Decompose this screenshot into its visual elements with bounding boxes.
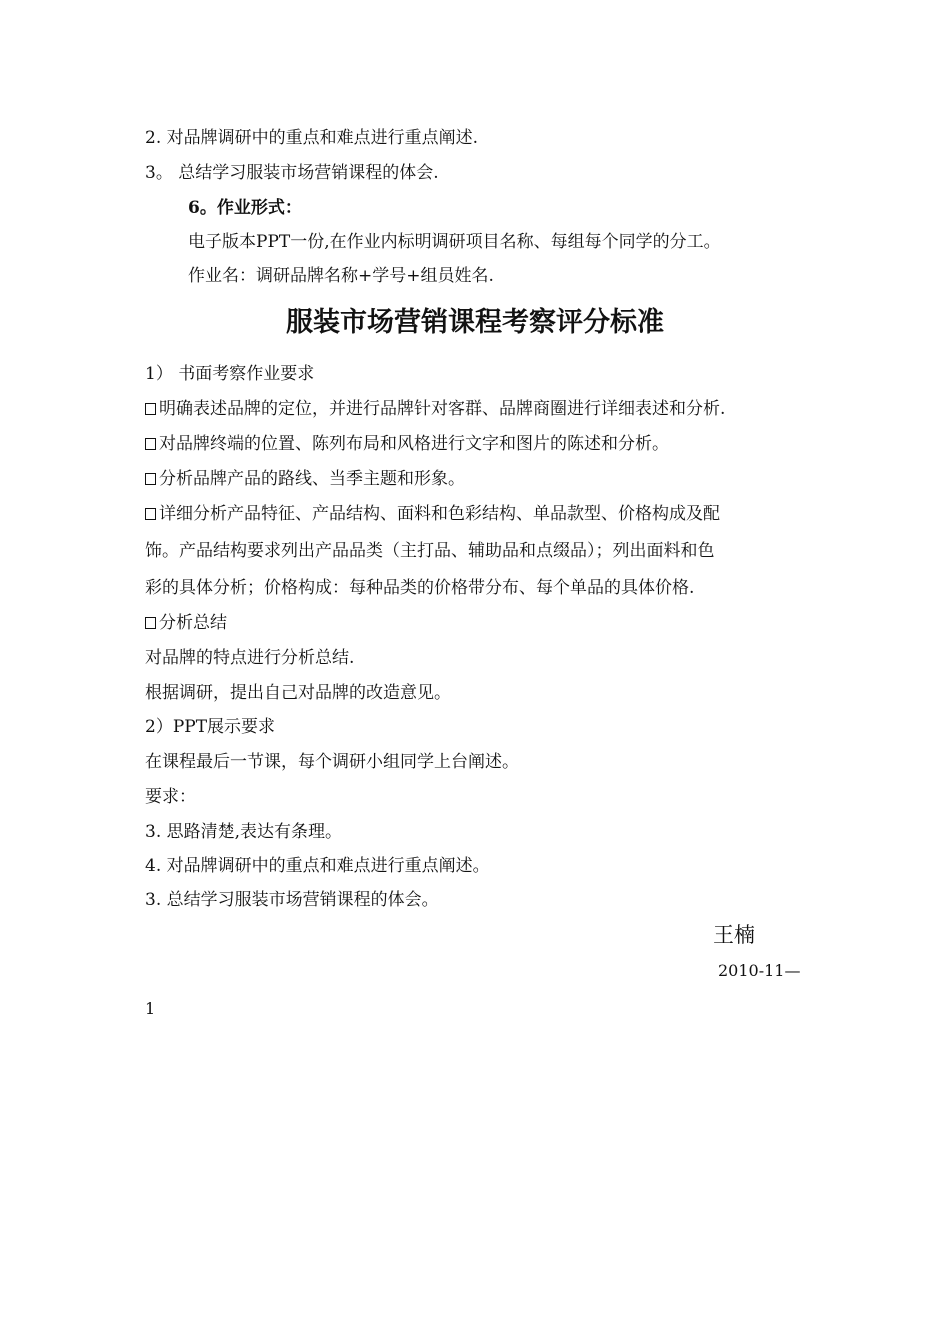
criteria-item-text: 详细分析产品特征、产品结构、面料和色彩结构、单品款型、价格构成及配 <box>159 504 720 524</box>
page-number: 1 <box>145 999 156 1018</box>
requirement-item-3: 3. 总结学习服装市场营销课程的体会。 <box>145 890 439 910</box>
criteria-item-4-continuation-2: 彩的具体分析；价格构成：每种品类的价格带分布、每个单品的具体价格. <box>145 578 695 598</box>
criteria-item-summary <box>145 612 227 634</box>
assignment-heading: 6。作业形式： <box>188 198 302 218</box>
criteria-item-4 <box>145 503 720 525</box>
section1-heading: 1） 书面考察作业要求 <box>145 364 315 384</box>
criteria-item-text: 分析品牌产品的路线、当季主题和形象。 <box>159 469 465 489</box>
document-date: 2010-11— <box>718 961 801 980</box>
checkbox-icon <box>145 438 156 450</box>
checkbox-icon <box>145 508 156 520</box>
criteria-item-3 <box>145 468 465 490</box>
criteria-item-2 <box>145 433 669 455</box>
summary-line-1: 对品牌的特点进行分析总结. <box>145 648 355 668</box>
criteria-item-4-continuation-1: 饰。产品结构要求列出产品品类（主打品、辅助品和点缀品）；列出面料和色 <box>145 541 715 561</box>
requirement-item-1: 3. 思路清楚,表达有条理。 <box>145 822 343 842</box>
page-title: 服装市场营销课程考察评分标准 <box>286 307 664 338</box>
assignment-line-2: 作业名：调研品牌名称+学号+组员姓名. <box>188 266 494 286</box>
section2-intro: 在课程最后一节课，每个调研小组同学上台阐述。 <box>145 752 519 772</box>
checkbox-icon <box>145 473 156 485</box>
criteria-item-text: 分析总结 <box>159 613 227 633</box>
summary-line-2: 根据调研，提出自己对品牌的改造意见。 <box>145 683 451 703</box>
checkbox-icon <box>145 617 156 629</box>
top-list-item-1: 2. 对品牌调研中的重点和难点进行重点阐述. <box>145 128 479 148</box>
requirement-item-2: 4. 对品牌调研中的重点和难点进行重点阐述。 <box>145 856 490 876</box>
checkbox-icon <box>145 403 156 415</box>
criteria-item-1 <box>145 398 725 420</box>
section2-heading: 2）PPT展示要求 <box>145 717 276 737</box>
author-signature: 王楠 <box>713 923 755 947</box>
criteria-item-text: 明确表述品牌的定位，并进行品牌针对客群、品牌商圈进行详细表述和分析. <box>159 399 726 419</box>
assignment-line-1: 电子版本PPT一份,在作业内标明调研项目名称、每组每个同学的分工。 <box>188 232 721 252</box>
section2-requirements-label: 要求： <box>145 787 196 807</box>
top-list-item-2: 3。 总结学习服装市场营销课程的体会. <box>145 163 439 183</box>
criteria-item-text: 对品牌终端的位置、陈列布局和风格进行文字和图片的陈述和分析。 <box>159 434 669 454</box>
